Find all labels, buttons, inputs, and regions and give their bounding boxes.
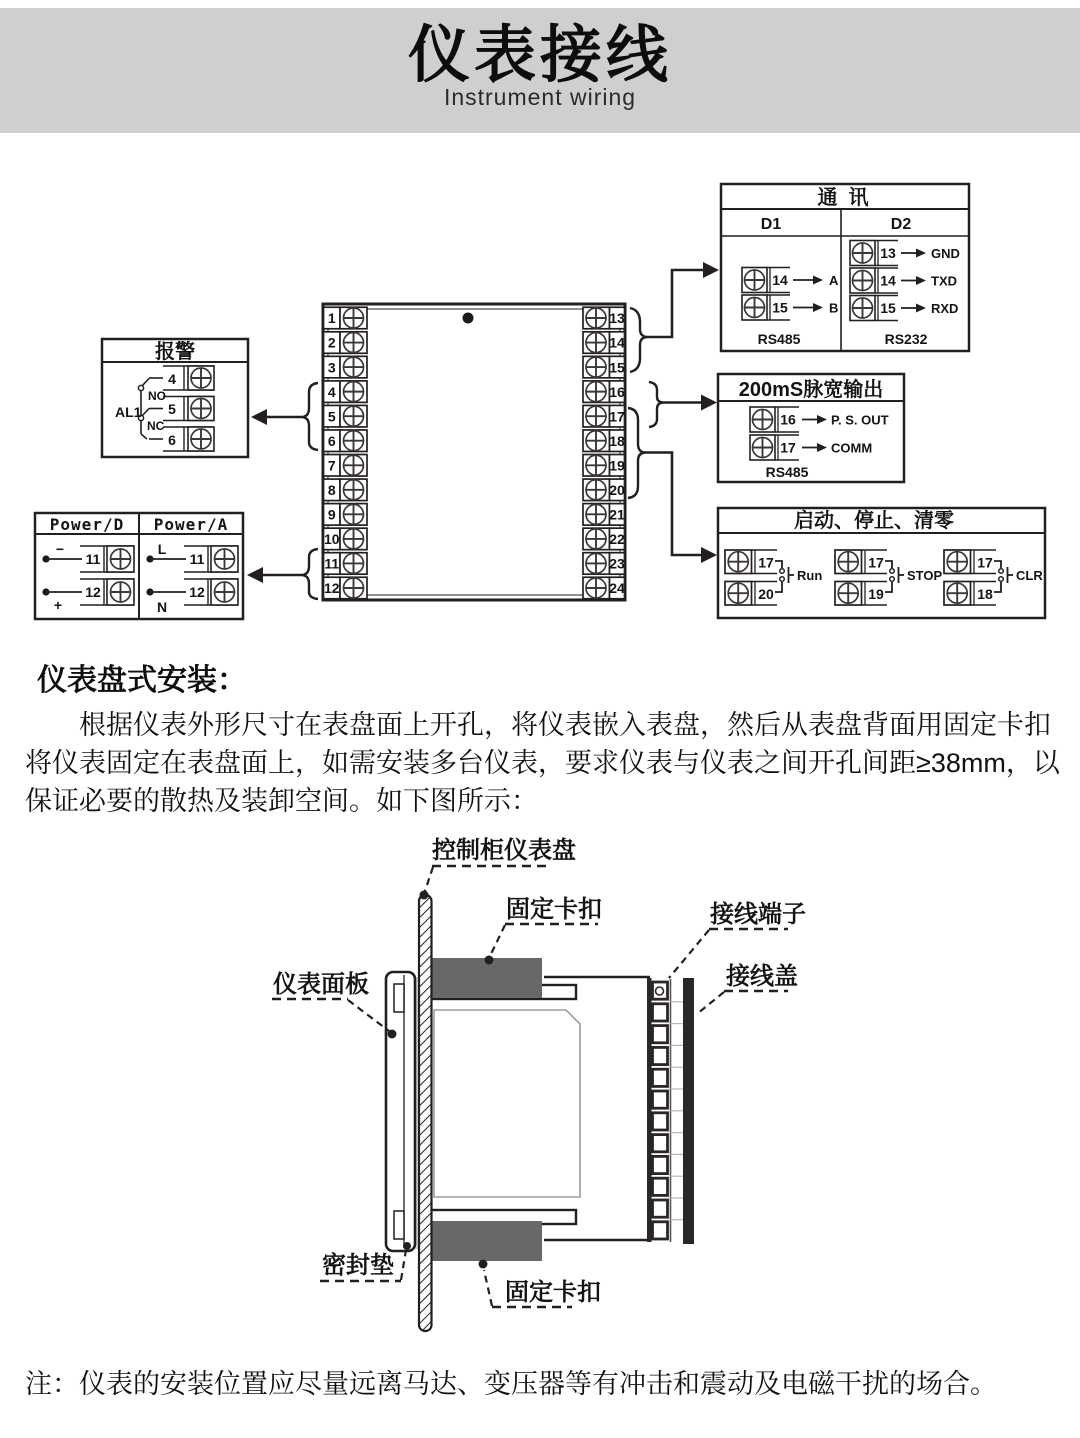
terminal-row-right: [583, 430, 625, 452]
svg-text:接线盖: 接线盖: [726, 963, 798, 990]
terminal-number: 11: [324, 555, 340, 572]
terminal-cell: [653, 1156, 668, 1173]
svg-text:11: 11: [85, 551, 101, 567]
terminal-row-left: [324, 577, 368, 599]
svg-text:+: +: [53, 597, 63, 613]
screw-terminal-icon: [344, 455, 364, 475]
power-ac-header: Power/A: [153, 515, 229, 534]
terminal-row-right: [583, 504, 625, 526]
terminal-number: 7: [327, 457, 336, 474]
terminal-row-left: [324, 307, 368, 329]
terminal-block: [323, 304, 625, 600]
screw-terminal-icon: [344, 578, 364, 598]
comm-title: 通 讯: [817, 187, 869, 209]
screw-terminal-icon: [838, 583, 858, 603]
svg-text:12: 12: [189, 584, 205, 600]
installation-paragraph: 根据仪表外形尺寸在表盘面上开孔，将仪表嵌入表盘，然后从表盘背面用固定卡扣将仪表固定在表盘面上，如需安装多台仪表，要求仪表与仪表之间开孔间距≥38mm，以保证必要的散热及装卸空间。如下图所示：: [25, 710, 1060, 816]
page-subtitle: Instrument wiring: [443, 84, 637, 111]
terminal-row-left: [324, 430, 368, 452]
pulse-footer: RS485: [765, 464, 809, 480]
fixing-clip-top: [424, 958, 542, 998]
terminal-row-left: [324, 455, 368, 477]
svg-text:固定卡扣: 固定卡扣: [505, 1279, 601, 1306]
comm-d2-footer: RS232: [884, 331, 928, 347]
terminal-number: 17: [758, 554, 774, 571]
terminal-number: 19: [609, 457, 625, 474]
screw-terminal-icon: [586, 308, 606, 328]
svg-text:P. S. OUT: P. S. OUT: [831, 412, 889, 428]
screw-terminal-icon: [344, 504, 364, 524]
terminal-row-left: [324, 528, 368, 550]
terminal-row-left: [324, 405, 368, 427]
terminal-number: 6: [327, 432, 336, 449]
screw-terminal-icon: [586, 553, 606, 573]
bracket-11-12: [302, 549, 318, 599]
terminal-cell: [653, 1091, 668, 1108]
screw-terminal-icon: [586, 504, 606, 524]
relay-label: AL1: [115, 404, 142, 420]
svg-text:12: 12: [85, 584, 101, 600]
terminal-row-left: [324, 504, 368, 526]
screw-terminal-icon: [344, 406, 364, 426]
arrow-to-pulse: [701, 395, 717, 411]
svg-text:COMM: COMM: [831, 440, 873, 456]
alarm-title: 报警: [155, 341, 195, 363]
terminal-row-right: [583, 332, 625, 354]
terminal-row-right: [583, 381, 625, 403]
svg-text:16: 16: [780, 411, 796, 428]
terminal-cell: [653, 1047, 668, 1064]
control-title: 启动、停止、清零: [794, 510, 954, 532]
svg-text:固定卡扣: 固定卡扣: [506, 896, 602, 923]
screw-terminal-icon: [947, 552, 967, 572]
terminal-cell: [653, 1222, 668, 1239]
callout-cover: [697, 963, 798, 1014]
terminal-number: 18: [609, 432, 625, 449]
terminal-cell: [653, 1200, 668, 1217]
terminal-row-right: [583, 577, 625, 599]
bracket-17-20: [628, 408, 645, 498]
svg-text:17: 17: [780, 439, 796, 456]
terminal-number: 21: [609, 506, 625, 523]
svg-text:14: 14: [772, 272, 788, 288]
arrow-to-control: [701, 547, 717, 563]
svg-text:RXD: RXD: [931, 301, 959, 316]
screw-terminal-icon: [586, 480, 606, 500]
installation-heading: 仪表盘式安装：: [37, 664, 247, 697]
pulse-box: [718, 374, 904, 482]
svg-text:A: A: [829, 273, 839, 288]
callout-front-panel: [272, 970, 397, 1039]
terminal-row-right: [583, 528, 625, 550]
power-dc-header: Power/D: [49, 515, 125, 534]
svg-text:B: B: [829, 300, 839, 316]
control-group-label: STOP: [907, 568, 943, 583]
screw-terminal-icon: [838, 552, 858, 572]
svg-text:−: −: [55, 541, 65, 557]
terminal-number: 17: [868, 554, 884, 571]
terminal-number: 20: [609, 482, 625, 499]
svg-text:4: 4: [168, 371, 176, 387]
terminal-number: 1: [327, 310, 336, 327]
no-label: NO: [148, 389, 166, 403]
terminal-row-left: [324, 553, 368, 575]
svg-text:仪表面板: 仪表面板: [273, 971, 369, 998]
bracket-4-6: [302, 383, 318, 450]
svg-text:密封垫: 密封垫: [322, 1252, 394, 1279]
instrument-body: [434, 1010, 580, 1197]
terminal-row-left: [324, 381, 368, 403]
fixing-clip-bottom: [424, 1221, 542, 1261]
screw-terminal-icon: [344, 382, 364, 402]
arrow-to-alarm: [251, 409, 267, 425]
screw-terminal-icon: [586, 406, 606, 426]
svg-text:L: L: [157, 541, 167, 557]
terminal-number: 17: [977, 554, 993, 571]
terminal-cell: [653, 1135, 668, 1152]
comm-d2-header: D2: [890, 216, 912, 233]
terminal-row-left: [324, 479, 368, 501]
terminal-number: 13: [609, 310, 625, 327]
comm-d1-footer: RS485: [757, 331, 801, 347]
terminal-number: 19: [868, 586, 884, 602]
terminal-number: 14: [609, 334, 625, 351]
svg-text:13: 13: [880, 245, 896, 261]
terminal-row-right: [583, 405, 625, 427]
screw-terminal-icon: [586, 529, 606, 549]
pulse-title: 200mS脉宽输出: [738, 379, 884, 401]
screw-terminal-icon: [344, 333, 364, 353]
wiring-diagram: [0, 0, 1080, 660]
screw-terminal-icon: [728, 552, 748, 572]
svg-text:11: 11: [189, 551, 205, 567]
alarm-box: [102, 339, 248, 457]
installation-diagram: [0, 820, 1080, 1380]
terminal-row-left: [324, 356, 368, 378]
screw-terminal-icon: [344, 529, 364, 549]
instrument-case: [434, 977, 650, 1240]
callout-clip-top: [485, 896, 603, 965]
screw-terminal-icon: [586, 431, 606, 451]
svg-text:接线端子: 接线端子: [710, 901, 806, 928]
screw-terminal-icon: [947, 583, 967, 603]
terminal-cell: [653, 1069, 668, 1086]
callout-clip-bottom: [479, 1260, 602, 1308]
screw-terminal-icon: [586, 357, 606, 377]
terminal-number: 24: [609, 580, 625, 597]
screw-terminal-icon: [344, 480, 364, 500]
callout-panel: [420, 836, 577, 900]
svg-text:6: 6: [168, 432, 176, 448]
terminal-cell: [653, 1026, 668, 1043]
terminal-number: 10: [324, 531, 340, 548]
terminal-number: 9: [327, 506, 336, 523]
control-group-label: CLR: [1016, 568, 1043, 583]
terminal-number: 4: [327, 383, 336, 400]
screw-terminal-icon: [344, 357, 364, 377]
screw-terminal-icon: [586, 333, 606, 353]
svg-text:5: 5: [168, 401, 176, 417]
bracket-16-17: [649, 382, 663, 427]
terminal-row-right: [583, 307, 625, 329]
svg-text:14: 14: [880, 272, 896, 289]
wiring-cover: [683, 978, 694, 1244]
terminal-number: 15: [609, 359, 625, 376]
terminal-number: 5: [327, 408, 336, 425]
mount-hole-dot: [463, 313, 474, 324]
installation-section: [25, 655, 1060, 820]
bottom-note: 注：仪表的安装位置应尽量远离马达、变压器等有冲击和震动及电磁干扰的场合。: [25, 1369, 997, 1399]
nc-label: NC: [147, 419, 165, 433]
cabinet-panel: [419, 895, 432, 1331]
terminal-row-right: [583, 356, 625, 378]
page-title: 仪表接线: [407, 21, 672, 90]
svg-text:N: N: [156, 599, 168, 615]
terminal-number: 2: [327, 334, 336, 351]
screw-terminal-icon: [344, 308, 364, 328]
svg-text:15: 15: [772, 299, 788, 316]
control-box: [718, 508, 1045, 618]
terminal-cell: [653, 1004, 668, 1021]
arrow-to-comm: [703, 262, 719, 278]
terminal-number: 22: [609, 531, 625, 548]
terminal-cell: [653, 1178, 668, 1195]
screw-terminal-icon: [344, 431, 364, 451]
terminal-number: 20: [758, 586, 774, 602]
front-bezel: [386, 972, 415, 1251]
terminal-row-right: [583, 455, 625, 477]
terminal-number: 16: [609, 383, 625, 400]
terminal-number: 12: [324, 580, 340, 597]
terminal-row-left: [324, 332, 368, 354]
screw-terminal-icon: [586, 578, 606, 598]
control-group-label: Run: [797, 568, 823, 583]
terminal-cell: [653, 1113, 668, 1130]
svg-text:TXD: TXD: [931, 273, 957, 289]
svg-text:15: 15: [880, 300, 896, 316]
terminal-row-right: [583, 479, 625, 501]
svg-text:GND: GND: [931, 246, 960, 261]
bracket-13-15: [630, 308, 647, 372]
svg-text:控制柜仪表盘: 控制柜仪表盘: [432, 837, 576, 864]
terminal-number: 23: [609, 555, 625, 572]
screw-terminal-icon: [344, 553, 364, 573]
terminal-row-right: [583, 553, 625, 575]
terminal-number: 18: [977, 586, 993, 602]
comm-box: [721, 184, 969, 351]
screw-terminal-icon: [586, 382, 606, 402]
screw-terminal-icon: [586, 455, 606, 475]
terminal-number: 17: [609, 408, 625, 425]
screw-terminal-icon: [728, 583, 748, 603]
terminal-number: 8: [327, 482, 336, 499]
arrow-to-power: [247, 567, 263, 583]
power-box: [35, 513, 243, 619]
comm-d1-header: D1: [760, 216, 782, 233]
terminal-strip: [647, 978, 683, 1242]
terminal-number: 3: [327, 359, 336, 376]
